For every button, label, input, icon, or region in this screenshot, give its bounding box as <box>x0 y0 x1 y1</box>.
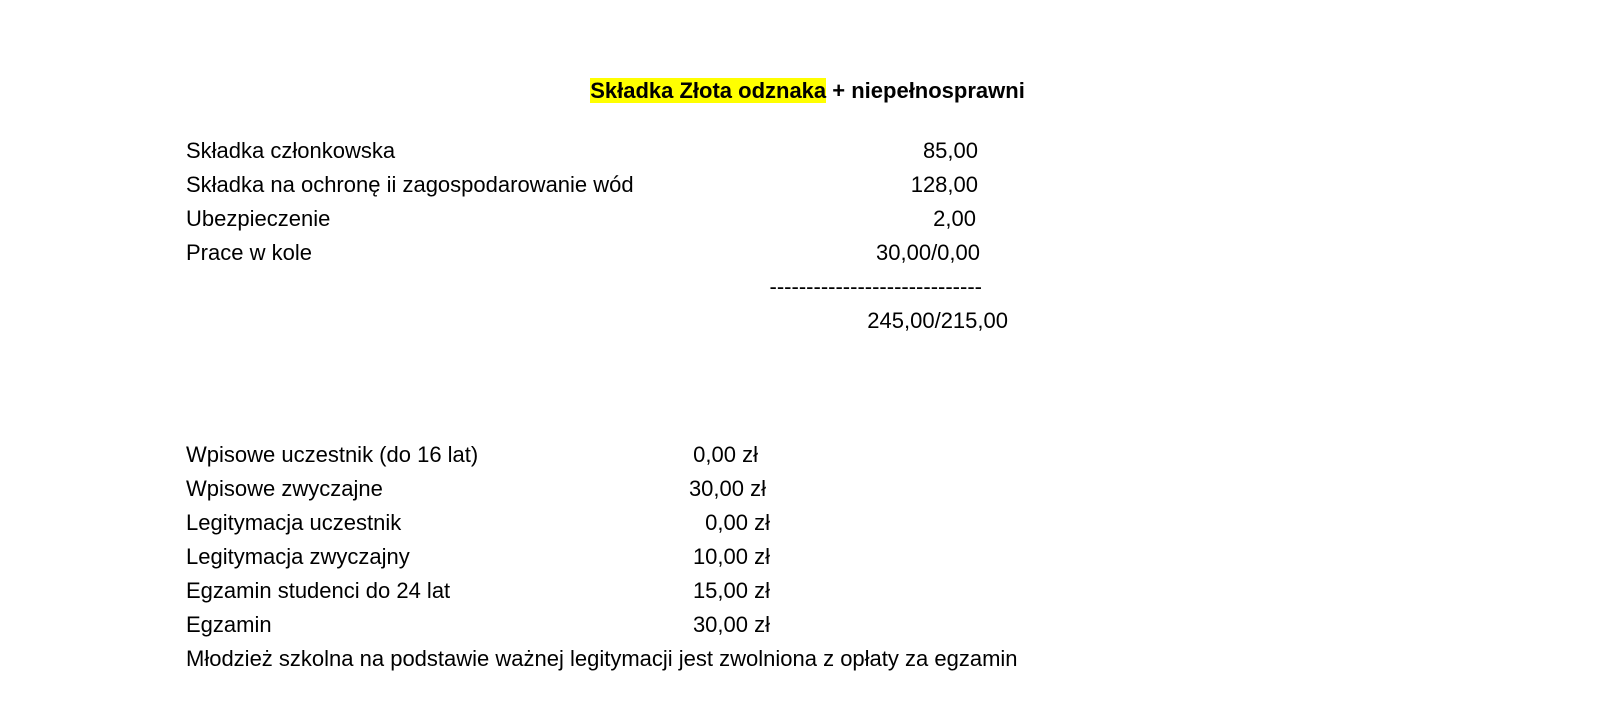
extra-label: Wpisowe zwyczajne <box>186 476 383 501</box>
fee-row <box>186 168 1046 202</box>
fee-label: Ubezpieczenie <box>186 206 331 231</box>
fee-value: 85,00 <box>922 138 978 163</box>
fee-row <box>186 202 1046 236</box>
extra-row <box>186 574 1186 608</box>
page-title <box>0 76 1615 106</box>
extra-value: 0,00 zł <box>693 442 758 467</box>
fee-row <box>186 236 1046 270</box>
extra-row <box>186 472 1186 506</box>
sum-separator: ----------------------------- <box>769 274 982 299</box>
exam-exemption-note: Młodzież szkolna na podstawie ważnej legitymacji jest zwolniona z opłaty za egzamin <box>186 646 1018 671</box>
fees-table <box>186 134 1046 338</box>
extra-value: 30,00 zł <box>688 476 766 501</box>
fee-row <box>186 134 1046 168</box>
fee-label: Składka członkowska <box>186 138 396 163</box>
extra-value: 30,00 zł <box>692 612 770 637</box>
fee-value: 30,00/0,00 <box>876 240 980 265</box>
extra-label: Wpisowe uczestnik (do 16 lat) <box>186 442 479 467</box>
extra-value: 10,00 zł <box>692 544 770 569</box>
extra-row <box>186 438 1186 472</box>
extra-value: 0,00 zł <box>705 510 770 535</box>
total-value: 245,00/215,00 <box>867 308 1008 333</box>
extras-list <box>186 438 1186 676</box>
extra-row <box>186 608 1186 642</box>
total-row <box>186 304 1046 338</box>
fee-label: Składka na ochronę ii zagospodarowanie wód <box>186 172 634 197</box>
extra-row <box>186 540 1186 574</box>
fee-value: 2,00 <box>933 206 976 231</box>
extra-label: Legitymacja zwyczajny <box>186 544 410 569</box>
title-highlighted: Składka Złota odznaka <box>590 78 827 103</box>
extra-row <box>186 506 1186 540</box>
separator-row <box>186 270 1046 304</box>
title-rest: + niepełnosprawni <box>826 78 1025 103</box>
extra-label: Egzamin <box>186 612 272 637</box>
extra-label: Legitymacja uczestnik <box>186 510 402 535</box>
fee-label: Prace w kole <box>186 240 312 265</box>
fee-value: 128,00 <box>910 172 978 197</box>
extra-label: Egzamin studenci do 24 lat <box>186 578 451 603</box>
note-row <box>186 642 1186 676</box>
extra-value: 15,00 zł <box>692 578 770 603</box>
